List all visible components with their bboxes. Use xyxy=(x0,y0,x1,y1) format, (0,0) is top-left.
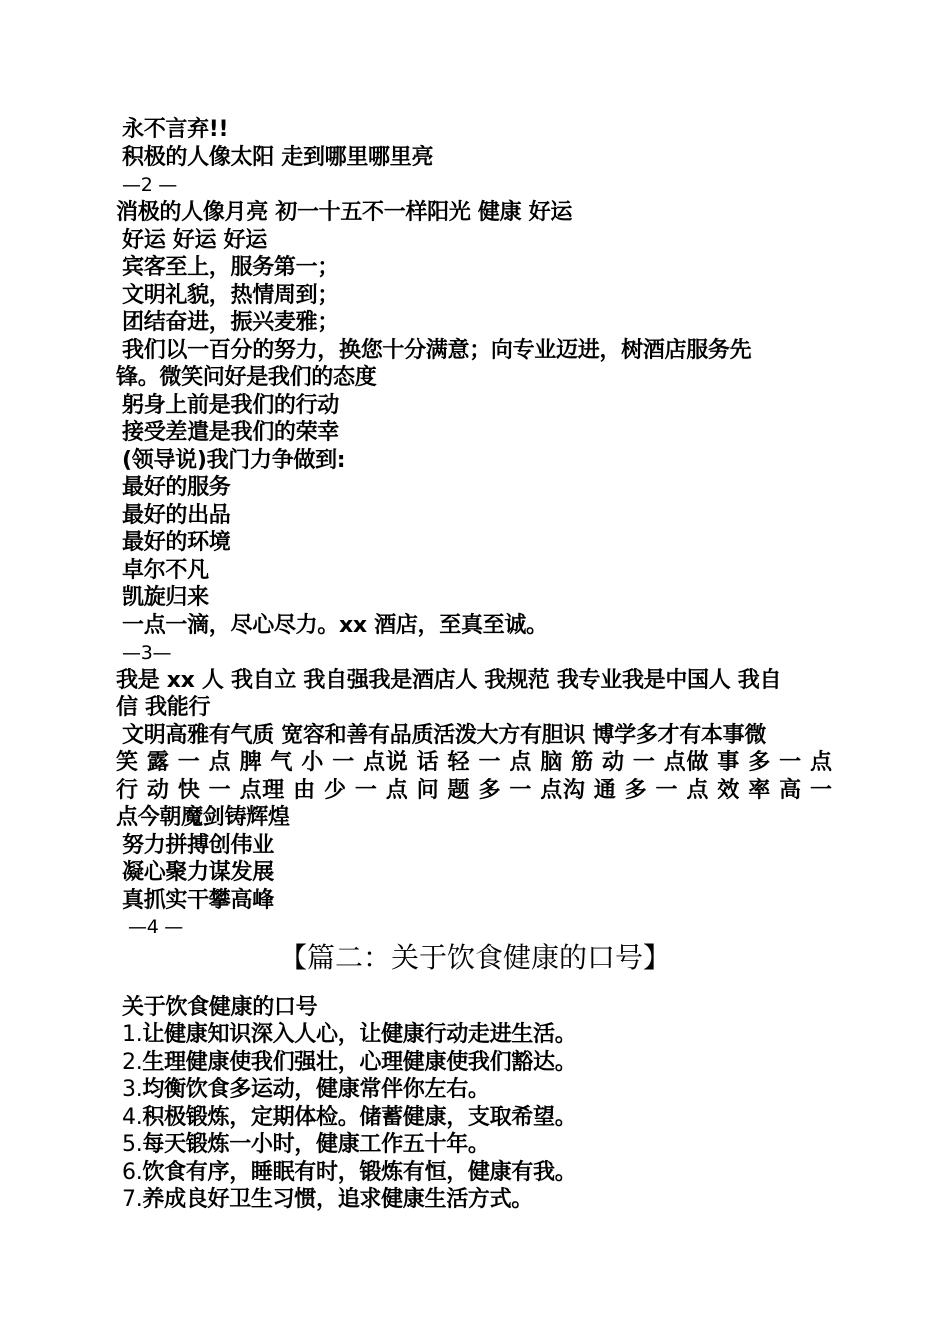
subtitle: 关于饮食健康的口号 xyxy=(122,995,318,1020)
list-item-text: 饮食有序，睡眠有时，锻炼有恒，健康有我。 xyxy=(142,1160,577,1185)
list-item-text: 让健康知识深入人心，让健康行动走进生活。 xyxy=(142,1022,577,1047)
text-line: 笑 露 一 点 脾 气 小 一 点说 话 轻 一 点 脑 筋 动 一 点做 事 多 一 点 xyxy=(116,750,832,775)
page-number: —4 — xyxy=(128,916,183,938)
text-line: 我们以一百分的努力，换您十分满意；向专业迈进，树酒店服务先 xyxy=(122,338,752,363)
text-line: 文明高雅有气质 宽容和善有品质活泼大方有胆识 博学多才有本事微 xyxy=(122,723,767,748)
list-item-text: 养成良好卫生习惯，追求健康生活方式。 xyxy=(142,1187,533,1212)
list-item xyxy=(116,1076,838,1104)
text-line: 行 动 快 一 点理 由 少 一 点 问 题 多 一 点沟 通 多 一 点 效 率 高 一 xyxy=(116,778,832,803)
list-item-text: 生理健康使我们强壮，心理健康使我们豁达。 xyxy=(142,1050,577,1075)
text-line: 我是 xx 人 我自立 我自强我是酒店人 我规范 我专业我是中国人 我自 xyxy=(116,668,782,693)
text-line: 真抓实干攀高峰 xyxy=(122,888,274,913)
text-line: 永不言弃!! xyxy=(122,117,229,142)
text-line: 团结奋进，振兴麦雅； xyxy=(122,310,340,335)
text-line: 最好的环境 xyxy=(122,530,231,555)
list-item xyxy=(116,1186,838,1214)
page-number: —2 — xyxy=(122,174,177,196)
text-line: 消极的人像月亮 初一十五不一样阳光 健康 好运 xyxy=(116,200,573,225)
list-item xyxy=(116,1021,838,1049)
list-item-number: 7. xyxy=(122,1187,143,1212)
list-item xyxy=(116,1131,838,1159)
page-number: —3— xyxy=(122,642,172,664)
text-line: 点今朝魔剑铸辉煌 xyxy=(116,805,290,830)
text-line: 凝心聚力谋发展 xyxy=(122,860,274,885)
text-line: 最好的出品 xyxy=(122,503,231,528)
text-line: 好运 好运 好运 xyxy=(122,228,267,253)
text-line: 凯旋归来 xyxy=(122,585,209,610)
list-item-text: 均衡饮食多运动，健康常伴你左右。 xyxy=(142,1077,490,1102)
text-line: 努力拼搏创伟业 xyxy=(122,833,274,858)
text-line: 一点一滴，尽心尽力。xx 酒店，至真至诚。 xyxy=(122,613,548,638)
list-item-text: 积极锻炼，定期体检。储蓄健康，支取希望。 xyxy=(142,1105,577,1130)
list-item-number: 5. xyxy=(122,1132,143,1157)
list-item-number: 4. xyxy=(122,1105,143,1130)
list-item xyxy=(116,1104,838,1132)
text-line: 卓尔不凡 xyxy=(122,558,209,583)
section-heading: 【篇二：关于饮食健康的口号】 xyxy=(278,941,671,974)
list-item-number: 3. xyxy=(122,1077,143,1102)
text-line: 积极的人像太阳 走到哪里哪里亮 xyxy=(122,145,434,170)
list-item xyxy=(116,1159,838,1187)
list-item xyxy=(116,1049,838,1077)
text-line: 最好的服务 xyxy=(122,475,231,500)
list-item-number: 1. xyxy=(122,1022,143,1047)
text-line: 文明礼貌，热情周到； xyxy=(122,283,340,308)
text-line: 锋。微笑问好是我们的态度 xyxy=(116,365,377,390)
text-line: 宾客至上，服务第一； xyxy=(122,255,340,280)
text-line: (领导说)我门力争做到: xyxy=(122,448,346,473)
list-item-number: 2. xyxy=(122,1050,143,1075)
list-item-text: 每天锻炼一小时，健康工作五十年。 xyxy=(142,1132,490,1157)
list-item-number: 6. xyxy=(122,1160,143,1185)
text-line: 信 我能行 xyxy=(116,695,211,720)
text-line: 躬身上前是我们的行动 xyxy=(122,393,340,418)
text-line: 接受差遣是我们的荣幸 xyxy=(122,420,340,445)
